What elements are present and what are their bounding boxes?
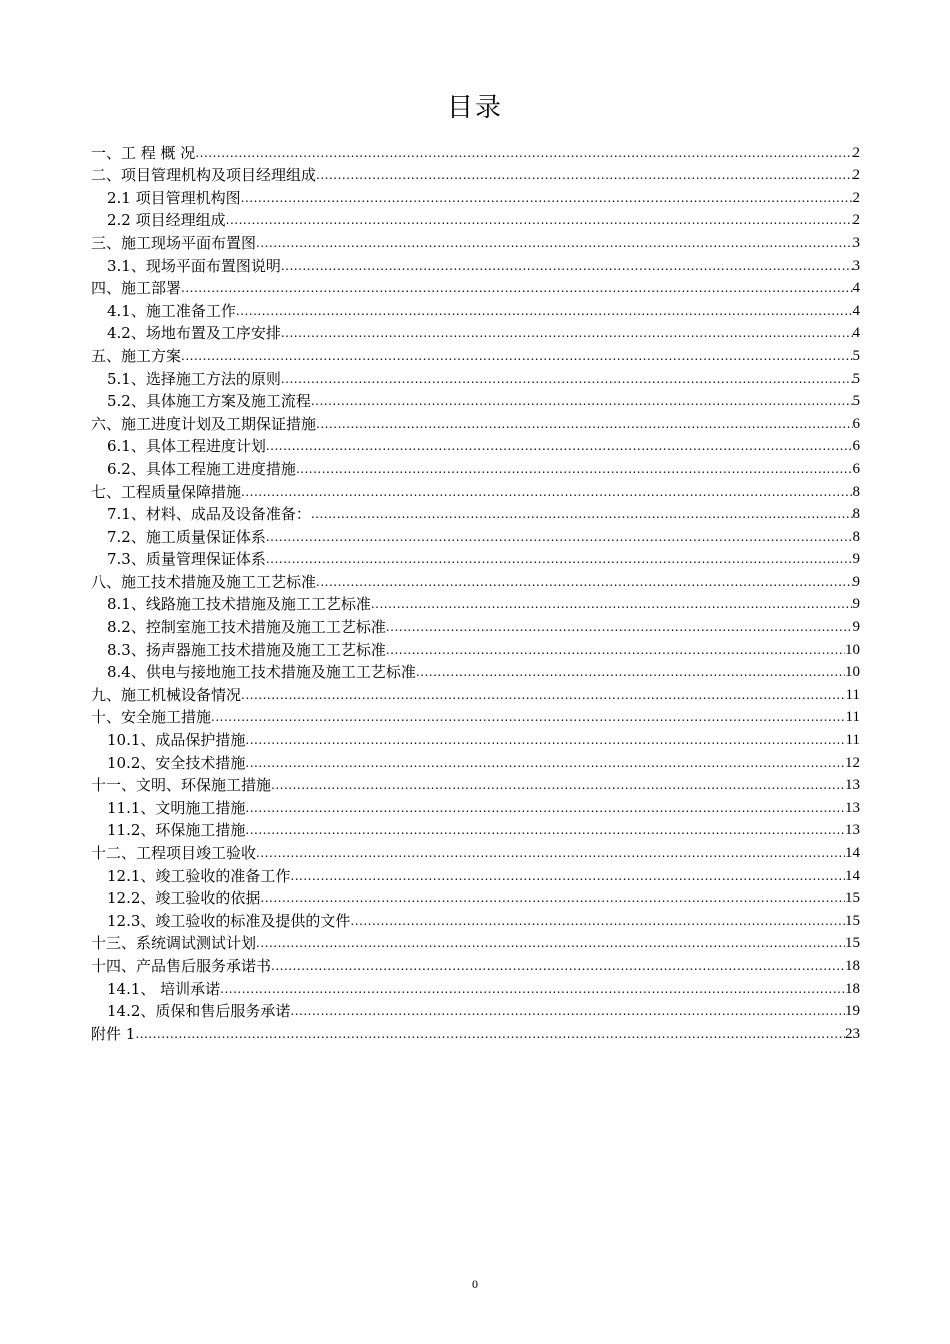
toc-entry-title: 三、施工现场平面布置图 xyxy=(91,233,257,252)
toc-entry-page: 5 xyxy=(852,370,860,387)
toc-entry[interactable] xyxy=(91,953,860,976)
toc-entry-page: 9 xyxy=(852,619,860,636)
toc-entry-title: 六、施工进度计划及工期保证措施 xyxy=(91,414,317,433)
toc-entry[interactable] xyxy=(91,637,860,660)
toc-entry[interactable] xyxy=(91,795,860,818)
toc-entry-page: 15 xyxy=(845,912,860,929)
toc-entry-page: 4 xyxy=(852,302,860,319)
toc-dot-leader xyxy=(281,371,853,387)
toc-dot-leader xyxy=(281,258,853,274)
toc-entry[interactable] xyxy=(91,999,860,1022)
toc-entry-title: 八、施工技术措施及施工工艺标准 xyxy=(91,572,317,591)
toc-entry-page: 13 xyxy=(845,799,860,816)
toc-entry[interactable] xyxy=(91,298,860,321)
toc-entry-title: 12.3、竣工验收的标准及提供的文件 xyxy=(107,911,351,930)
toc-entry[interactable] xyxy=(91,479,860,502)
toc-entry-title: 10.1、成品保护措施 xyxy=(107,731,246,750)
toc-dot-leader xyxy=(386,642,845,658)
toc-entry-page: 18 xyxy=(845,980,860,997)
toc-entry[interactable] xyxy=(91,727,860,750)
toc-entry[interactable] xyxy=(91,682,860,705)
toc-dot-leader xyxy=(311,393,853,409)
toc-entry-title: 十四、产品售后服务承诺书 xyxy=(91,956,272,975)
toc-entry-page: 5 xyxy=(852,347,860,364)
toc-entry[interactable] xyxy=(91,1021,860,1044)
toc-entry-title: 3.1、现场平面布置图说明 xyxy=(107,256,281,275)
toc-entry-page: 6 xyxy=(852,415,860,432)
toc-entry-title: 12.2、竣工验收的依据 xyxy=(107,889,261,908)
toc-entry-page: 13 xyxy=(845,777,860,794)
toc-dot-leader xyxy=(266,551,853,567)
toc-dot-leader xyxy=(350,913,845,929)
toc-dot-leader xyxy=(241,190,853,206)
table-of-contents xyxy=(91,140,860,1044)
toc-entry-page: 11 xyxy=(845,709,860,726)
toc-entry-page: 3 xyxy=(852,257,860,274)
toc-entry[interactable] xyxy=(91,366,860,389)
toc-dot-leader xyxy=(181,280,852,296)
toc-dot-leader xyxy=(245,755,845,771)
toc-entry-title: 2.2 项目经理组成 xyxy=(107,211,226,230)
toc-entry-page: 2 xyxy=(852,144,860,161)
toc-entry-page: 13 xyxy=(845,822,860,839)
toc-entry-page: 9 xyxy=(852,573,860,590)
toc-entry[interactable] xyxy=(91,592,860,615)
toc-dot-leader xyxy=(290,868,845,884)
toc-dot-leader xyxy=(316,167,852,183)
toc-entry-page: 9 xyxy=(852,551,860,568)
toc-entry-page: 6 xyxy=(852,438,860,455)
toc-entry-page: 18 xyxy=(845,957,860,974)
toc-entry-page: 10 xyxy=(845,664,860,681)
toc-entry-page: 2 xyxy=(852,189,860,206)
toc-dot-leader xyxy=(256,845,845,861)
toc-entry-page: 9 xyxy=(852,596,860,613)
toc-entry-page: 15 xyxy=(845,890,860,907)
toc-entry-title: 11.2、环保施工措施 xyxy=(107,821,246,840)
toc-dot-leader xyxy=(371,596,853,612)
toc-entry-title: 七、工程质量保障措施 xyxy=(91,482,242,501)
toc-entry-title: 五、施工方案 xyxy=(91,346,182,365)
toc-entry[interactable] xyxy=(91,208,860,231)
toc-entry-page: 4 xyxy=(852,325,860,342)
toc-dot-leader xyxy=(260,890,845,906)
toc-entry-page: 14 xyxy=(845,867,860,884)
footer-page-number: 0 xyxy=(472,1277,478,1291)
toc-entry-title: 十三、系统调试测试计划 xyxy=(91,934,257,953)
toc-dot-leader xyxy=(245,800,845,816)
toc-dot-leader xyxy=(316,574,852,590)
toc-entry[interactable] xyxy=(91,140,860,163)
toc-entry-page: 10 xyxy=(845,641,860,658)
toc-entry-title: 4.1、施工准备工作 xyxy=(107,301,236,320)
toc-entry[interactable] xyxy=(91,886,860,909)
toc-entry-title: 14.1、 培训承诺 xyxy=(107,979,221,998)
toc-entry[interactable] xyxy=(91,818,860,841)
toc-dot-leader xyxy=(386,619,853,635)
toc-entry[interactable] xyxy=(91,411,860,434)
toc-entry-title: 7.2、施工质量保证体系 xyxy=(107,527,266,546)
toc-entry[interactable] xyxy=(91,253,860,276)
toc-entry-title: 7.3、质量管理保证体系 xyxy=(107,550,266,569)
toc-entry-page: 8 xyxy=(852,483,860,500)
toc-entry-page: 2 xyxy=(852,167,860,184)
toc-entry-page: 19 xyxy=(845,1003,860,1020)
toc-entry-title: 十、安全施工措施 xyxy=(91,708,212,727)
toc-entry-title: 5.2、具体施工方案及施工流程 xyxy=(107,392,311,411)
toc-dot-leader xyxy=(290,1003,845,1019)
toc-dot-leader xyxy=(245,732,845,748)
toc-entry-title: 附件 1 xyxy=(91,1024,136,1043)
toc-dot-leader xyxy=(281,325,853,341)
toc-dot-leader xyxy=(245,822,845,838)
toc-dot-leader xyxy=(256,935,845,951)
toc-entry-title: 九、施工机械设备情况 xyxy=(91,685,242,704)
toc-dot-leader xyxy=(220,981,845,997)
toc-dot-leader xyxy=(241,484,852,500)
toc-entry-title: 10.2、安全技术措施 xyxy=(107,753,246,772)
toc-entry-page: 23 xyxy=(845,1025,860,1042)
toc-dot-leader xyxy=(195,145,852,161)
toc-entry[interactable] xyxy=(91,569,860,592)
toc-entry-page: 14 xyxy=(845,845,860,861)
toc-entry-title: 8.2、控制室施工技术措施及施工工艺标准 xyxy=(107,618,386,637)
toc-entry-title: 2.1 项目管理机构图 xyxy=(107,188,241,207)
toc-entry[interactable] xyxy=(91,863,860,886)
toc-entry-page: 11 xyxy=(845,732,860,749)
toc-entry[interactable] xyxy=(91,773,860,796)
toc-entry[interactable] xyxy=(91,321,860,344)
toc-entry-title: 8.4、供电与接地施工技术措施及施工工艺标准 xyxy=(107,663,416,682)
toc-title: 目录 xyxy=(446,93,503,123)
toc-dot-leader xyxy=(236,303,853,319)
toc-entry[interactable] xyxy=(91,343,860,366)
toc-entry-title: 8.3、扬声器施工技术措施及施工工艺标准 xyxy=(107,640,386,659)
toc-entry[interactable] xyxy=(91,840,860,863)
toc-dot-leader xyxy=(181,348,852,364)
toc-entry[interactable] xyxy=(91,931,860,954)
toc-entry[interactable] xyxy=(91,547,860,570)
toc-entry-title: 4.2、场地布置及工序安排 xyxy=(107,324,281,343)
toc-dot-leader xyxy=(266,438,853,454)
toc-dot-leader xyxy=(226,212,853,228)
toc-entry-title: 14.2、质保和售后服务承诺 xyxy=(107,1002,291,1021)
toc-entry-title: 十一、文明、环保施工措施 xyxy=(91,776,272,795)
toc-entry-page: 6 xyxy=(852,460,860,477)
toc-entry-page: 11 xyxy=(845,686,860,703)
toc-entry[interactable] xyxy=(91,502,860,525)
toc-dot-leader xyxy=(211,709,846,725)
toc-entry-title: 11.1、文明施工措施 xyxy=(107,798,246,817)
toc-dot-leader xyxy=(271,777,845,793)
toc-dot-leader xyxy=(256,235,852,251)
toc-dot-leader xyxy=(296,461,853,477)
toc-dot-leader xyxy=(311,506,853,522)
toc-entry-page: 8 xyxy=(852,528,860,545)
toc-entry[interactable] xyxy=(91,976,860,999)
toc-entry-title: 四、施工部署 xyxy=(91,279,182,298)
toc-dot-leader xyxy=(241,687,846,703)
toc-entry[interactable] xyxy=(91,614,860,637)
toc-dot-leader xyxy=(416,664,845,680)
toc-entry[interactable] xyxy=(91,185,860,208)
toc-entry[interactable] xyxy=(91,434,860,457)
toc-dot-leader xyxy=(135,1026,845,1042)
toc-entry[interactable] xyxy=(91,908,860,931)
toc-dot-leader xyxy=(266,529,853,545)
toc-entry-title: 6.2、具体工程施工进度措施 xyxy=(107,459,296,478)
toc-entry[interactable] xyxy=(91,750,860,773)
toc-entry-title: 二、项目管理机构及项目经理组成 xyxy=(91,166,317,185)
toc-entry-page: 8 xyxy=(852,506,860,523)
toc-entry[interactable] xyxy=(91,230,860,253)
toc-entry[interactable] xyxy=(91,705,860,728)
toc-entry-page: 12 xyxy=(845,754,860,771)
toc-entry[interactable] xyxy=(91,524,860,547)
toc-entry-page: 5 xyxy=(852,393,860,410)
toc-entry-page: 4 xyxy=(852,280,860,297)
toc-entry-title: 8.1、线路施工技术措施及施工工艺标准 xyxy=(107,595,371,614)
toc-entry-page: 15 xyxy=(845,935,860,952)
toc-entry[interactable] xyxy=(91,660,860,683)
toc-entry-title: 7.1、材料、成品及设备准备： xyxy=(107,505,311,524)
toc-entry-page: 3 xyxy=(852,234,860,251)
toc-entry[interactable] xyxy=(91,456,860,479)
toc-entry-title: 一、工 程 概 况 xyxy=(91,143,196,162)
toc-entry[interactable] xyxy=(91,163,860,186)
toc-entry[interactable] xyxy=(91,389,860,412)
toc-entry-title: 6.1、具体工程进度计划 xyxy=(107,437,266,456)
toc-entry[interactable] xyxy=(91,276,860,299)
toc-entry-title: 12.1、竣工验收的准备工作 xyxy=(107,866,291,885)
toc-entry-page: 2 xyxy=(852,212,860,229)
toc-entry-title: 十二、工程项目竣工验收 xyxy=(91,844,257,862)
toc-dot-leader xyxy=(271,958,845,974)
toc-dot-leader xyxy=(316,416,852,432)
toc-entry-title: 5.1、选择施工方法的原则 xyxy=(107,369,281,388)
